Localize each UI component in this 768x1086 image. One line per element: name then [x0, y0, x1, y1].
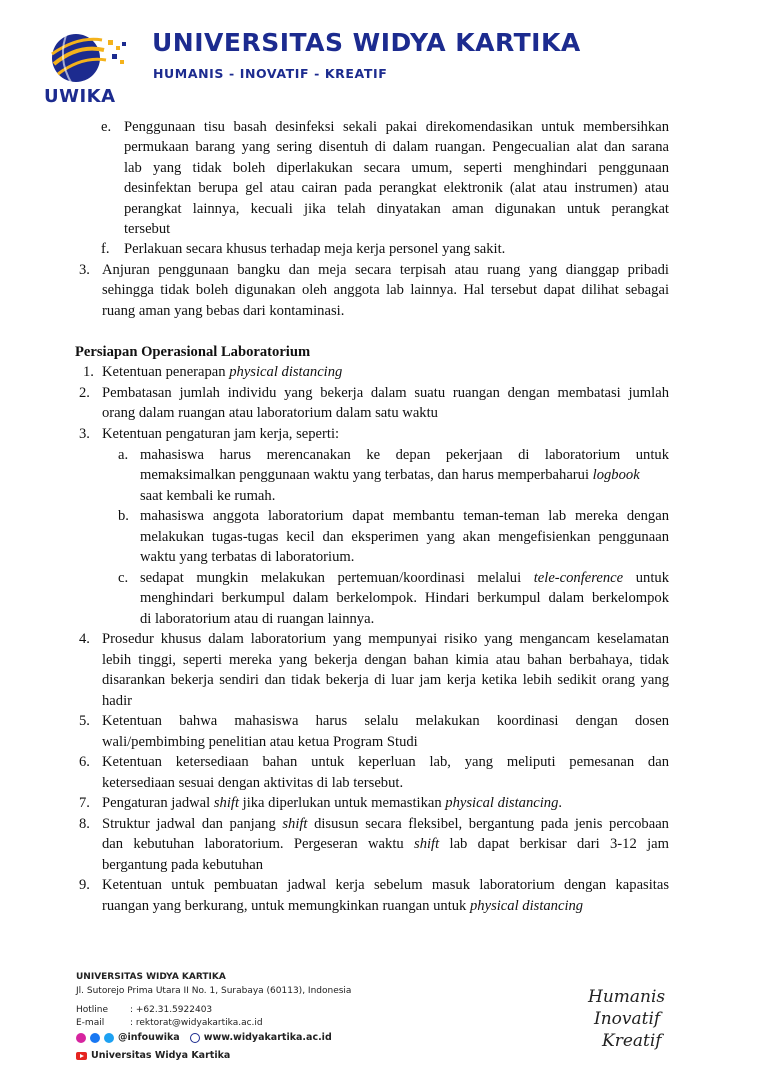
list-marker: 2. — [79, 385, 90, 401]
paragraph-line: Pengaturan jadwal shift jika diperlukan untuk memastikan physical distancing. — [102, 795, 563, 811]
paragraph-line: ruangan yang berkurang, untuk memungkinkan ruangan untuk physical distancing — [102, 898, 584, 914]
motto-line: Inovatif — [594, 1009, 661, 1029]
paragraph-line: ketersediaan sesuai dengan aktivitas di lab tersebut. — [102, 775, 404, 791]
list-marker: 6. — [79, 754, 90, 770]
motto-line: Kreatif — [602, 1031, 662, 1051]
list-marker: f. — [101, 241, 110, 257]
list-marker: a. — [118, 447, 129, 463]
paragraph-line: lebih tinggi, seperti mereka yang bekerja dengan bahan kimia atau bahan berbahaya, tidak — [102, 652, 669, 668]
list-marker: 3. — [79, 262, 90, 278]
paragraph-line: hadir — [102, 693, 132, 709]
list-marker: 5. — [79, 713, 90, 729]
footer-email-value: : rektorat@widyakartika.ac.id — [130, 1018, 263, 1028]
footer-hotline-value: : +62.31.5922403 — [130, 1005, 213, 1015]
paragraph-line: wali/pembimbing penelitian atau ketua Program Studi — [102, 734, 418, 750]
list-marker: 8. — [79, 816, 90, 832]
motto-script — [588, 986, 665, 1052]
footer-title: UNIVERSITAS WIDYA KARTIKA — [76, 972, 226, 982]
website-link[interactable]: www.widyakartika.ac.id — [203, 1032, 332, 1043]
paragraph-line: mahasiswa anggota laboratorium dapat membantu teman-teman lab mereka dengan — [140, 508, 669, 524]
list-marker: c. — [118, 570, 129, 586]
paragraph-line: waktu yang terbatas di laboratorium. — [140, 549, 355, 565]
paragraph-line: saat kembali ke rumah. — [140, 488, 276, 504]
list-marker: 1. — [83, 364, 94, 380]
paragraph-line: disarankan bekerja sendiri dan tidak bekerja di luar jam kerja ketika lebih sedikit orang yang — [102, 672, 669, 688]
paragraph-line: lab yang tidak boleh diperlakukan secara umum, seperti menghindari penggunaan — [124, 160, 669, 176]
footer-hotline-label: Hotline — [76, 1005, 109, 1015]
list-marker: b. — [118, 508, 129, 524]
instagram-icon — [76, 1033, 86, 1043]
facebook-icon — [90, 1033, 100, 1043]
list-marker: 3. — [79, 426, 90, 442]
paragraph-line: Ketentuan untuk pembuatan jadwal kerja sebelum masuk laboratorium dengan kapasitas — [102, 877, 669, 893]
list-marker: 9. — [79, 877, 90, 893]
paragraph-line: tersebut — [124, 221, 171, 237]
footer-youtube — [76, 1050, 230, 1061]
paragraph-line: mahasiswa harus merencanakan ke depan pekerjaan di laboratorium untuk — [140, 447, 669, 463]
footer-social — [76, 1032, 332, 1043]
section-heading: Persiapan Operasional Laboratorium — [75, 344, 311, 360]
paragraph-line: Pembatasan jumlah individu yang bekerja dalam suatu ruangan dengan membatasi jumlah — [102, 385, 669, 401]
paragraph-line: memaksimalkan penggunaan waktu yang terbatas, dan harus memperbaharui logbook — [140, 467, 640, 483]
youtube-channel[interactable]: Universitas Widya Kartika — [91, 1050, 231, 1061]
paragraph-line: sehingga tidak boleh digunakan oleh anggota lab lainnya. Hal tersebut dapat dilihat sebagai — [102, 282, 669, 298]
paragraph-line: menghindari berkumpul dalam berkelompok. Hindari berkumpul dalam berkelompok — [140, 590, 669, 606]
globe-icon — [190, 1033, 200, 1043]
list-marker: 4. — [79, 631, 90, 647]
university-name: UNIVERSITAS WIDYA KARTIKA — [152, 28, 581, 57]
paragraph-line: Ketentuan pengaturan jam kerja, seperti: — [102, 426, 340, 442]
list-marker: e. — [101, 119, 112, 135]
paragraph-line: sedapat mungkin melakukan pertemuan/koordinasi melalui tele-conference untuk — [140, 570, 669, 586]
paragraph-line: ruang aman yang bebas dari kontaminasi. — [102, 303, 345, 319]
list-marker: 7. — [79, 795, 90, 811]
paragraph-line: bergantung pada kebutuhan — [102, 857, 264, 873]
paragraph-line: permukaan barang yang sering disentuh di dalam ruangan. Pengecualian alat dan sarana — [124, 139, 669, 155]
footer-address: Jl. Sutorejo Prima Utara II No. 1, Surabaya (60113), Indonesia — [76, 986, 352, 996]
social-handle[interactable]: @infouwika — [118, 1032, 180, 1043]
paragraph-line: dan kebutuhan laboratorium. Pergeseran waktu shift lab dapat berkisar dari 3-12 jam — [102, 836, 669, 852]
footer-email-label: E-mail — [76, 1018, 105, 1028]
paragraph-line: Prosedur khusus dalam laboratorium yang mempunyai risiko yang mengancam keselamatan — [102, 631, 669, 647]
university-logo — [38, 24, 136, 108]
paragraph-line: Struktur jadwal dan panjang shift disusun secara fleksibel, bergantung pada jenis percobaan — [102, 816, 669, 832]
twitter-icon — [104, 1033, 114, 1043]
paragraph-line: Penggunaan tisu basah desinfeksi sekali pakai direkomendasikan untuk membersihkan — [124, 119, 669, 135]
paragraph-line: di laboratorium atau di ruangan lainnya. — [140, 611, 375, 627]
paragraph-line: desinfektan berupa gel atau cairan pada perangkat elektronik (alat atau instrumen) atau — [124, 180, 669, 196]
paragraph-line: Anjuran penggunaan bangku dan meja secara terpisah atau ruang yang dianggap pribadi — [102, 262, 669, 278]
motto-line: Humanis — [588, 987, 666, 1007]
paragraph-line: orang dalam ruangan atau laboratorium dalam satu waktu — [102, 405, 438, 421]
paragraph-line: Ketentuan bahwa mahasiswa harus selalu melakukan koordinasi dengan dosen — [102, 713, 669, 729]
paragraph-line: Ketentuan penerapan physical distancing — [102, 364, 343, 380]
youtube-icon — [76, 1052, 87, 1060]
paragraph-line: perangkat lainnya, kecuali jika telah dinyatakan aman digunakan untuk perangkat — [124, 201, 669, 217]
paragraph-line: Perlakuan secara khusus terhadap meja kerja personel yang sakit. — [124, 241, 506, 257]
logo-text: UWIKA — [44, 86, 116, 107]
paragraph-line: melakukan tugas-tugas kecil dan eksperimen yang akan mengefisienkan penggunaan — [140, 529, 669, 545]
paragraph-line: Ketentuan ketersediaan bahan untuk keperluan lab, yang meliputi pemesanan dan — [102, 754, 669, 770]
university-tagline: HUMANIS - INOVATIF - KREATIF — [153, 66, 388, 81]
